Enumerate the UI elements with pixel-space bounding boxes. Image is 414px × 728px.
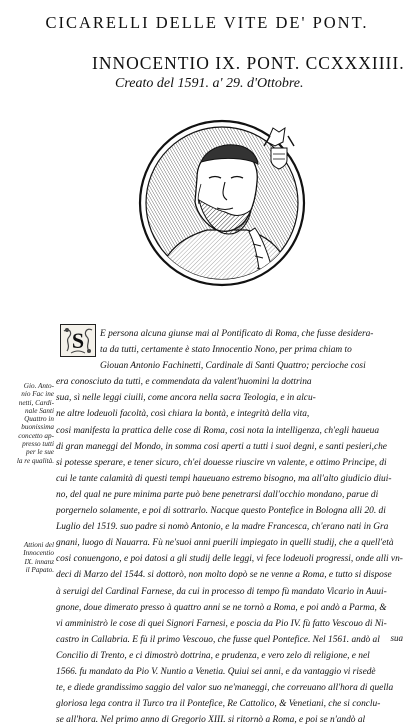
text-line: gnone, doue dimerato presso à quattro anni se ne tornò a Roma, e poi andò a Parma, & xyxy=(56,602,387,613)
pope-portrait-medallion xyxy=(137,118,307,288)
text-line: ne altre lodeuoli facoltà, così chiara la bontà, e integrità della vita, xyxy=(56,409,310,420)
catchword: sua xyxy=(390,633,403,643)
text-line: Concilio di Trento, e ci dimostrò dottrina, e prudenza, e vero zelo di religione, e nel xyxy=(56,650,370,661)
running-head: CICARELLI DELLE VITE DE' PONT. xyxy=(45,13,369,32)
text-line: ta da tutti, certamente è stato Innocentio Nono, per prima chiam to xyxy=(100,345,352,356)
text-line: gloriosa lega contra il Turco tra il Pontefice, Re Cattolico, & Venetiani, che si conclu- xyxy=(56,699,381,710)
text-line: no, del qual ne pure minima parte può bene penetrarsi dall'occhio mondano, parue di xyxy=(56,489,379,500)
text-line: era conosciuto da tutti, e commendata da valent'huomini la dottrina xyxy=(56,377,312,388)
initial-letter: S xyxy=(71,327,85,353)
text-line: cosi conuengono, e poi datosi a gli studij delle leggi, vi fece lodeuoli progressi, onde alli vn- xyxy=(56,554,403,565)
text-line: cui le tante calamità di questi tempi haueuano estremo bisogno, ma all'alto giudicio diui- xyxy=(56,473,392,484)
text-line: Giouan Antonio Fachinetti, Cardinale di Santi Quattro; percioche cosi xyxy=(100,361,366,372)
decorated-initial xyxy=(60,324,96,357)
text-line: 1566. fu mandato da Pio V. Nuntio a Venetia. Quiui sei anni, e da vantaggio vi risedè xyxy=(56,666,376,677)
text-line: castro in Callabria. E fù il primo Vescouo, che fusse quel Pontefice. Nel 1561. andò al xyxy=(56,634,380,645)
text-line: cosi manifesta la prattica delle cose di Roma, cosi nota la intelligenza, ch'egli haueua xyxy=(56,425,380,436)
text-line: à seruigi del Cardinal Farnese, da cui in processo di tempo fù mandato Vicario in Auui- xyxy=(56,586,387,597)
portrait-engraving xyxy=(137,118,307,288)
text-line: di gran maneggi del Mondo, in somma cosi aperti a tutti i suoi degni, e santi pesieri,che xyxy=(56,441,387,452)
text-line: Luglio del 1519. suo padre si nomò Antonio, e la madre Francesca, ch'erano nati in Gra xyxy=(56,522,389,533)
creation-date: Creato del 1591. a' 29. d'Ottobre. xyxy=(115,76,304,91)
margin-note: Gio. Anto- nio Fac ine netti, Cardi- nale Santi Quattro in buonissima concetto ap- presso tutti per le sue la re qualità. xyxy=(16,382,54,465)
text-line: deci di Marzo del 1544. si dottorò, non molto dopò se ne venne a Roma, e tutto si dispose xyxy=(56,570,392,581)
text-line: se all'hora. Nel primo anno di Gregorio XIII. si ritornò a Roma, e poi se n'andò al xyxy=(56,715,366,726)
body-text xyxy=(56,326,412,728)
text-line: gnani, luogo di Nauarra. Fù ne'suoi anni puerili impiegato in quelli studij, che a quell'età xyxy=(56,538,394,549)
margin-note: Attioni del Innocentio IX. innanz il Papato. xyxy=(23,541,54,574)
pope-title: INNOCENTIO IX. PONT. CCXXXIIII. xyxy=(92,53,405,73)
text-line: E persona alcuna giunse mai al Pontificato di Roma, che fusse desidera- xyxy=(100,329,374,339)
text-line: porgernelo solamente, e poi di sottrarlo. Nacque questo Pontefice in Bologna alli 20. di xyxy=(56,506,386,517)
text-line: si potesse sperare, e tener sicuro, ch'ei douesse riuscire vn valente, e ottimo Principe, di xyxy=(56,457,387,468)
text-line: te, e diede grandissimo saggio del valor suo ne'maneggi, che correuano all'hora di quella xyxy=(56,683,394,694)
text-line: sua, sì nelle leggi ciuili, come ancora nella sacra Teologia, e in alcu- xyxy=(56,393,316,404)
text-line: vi amministrò le cose di quei Signori Farnesi, e poscia da Pio IV. fù fatto Vescouo di Ni- xyxy=(56,618,387,629)
